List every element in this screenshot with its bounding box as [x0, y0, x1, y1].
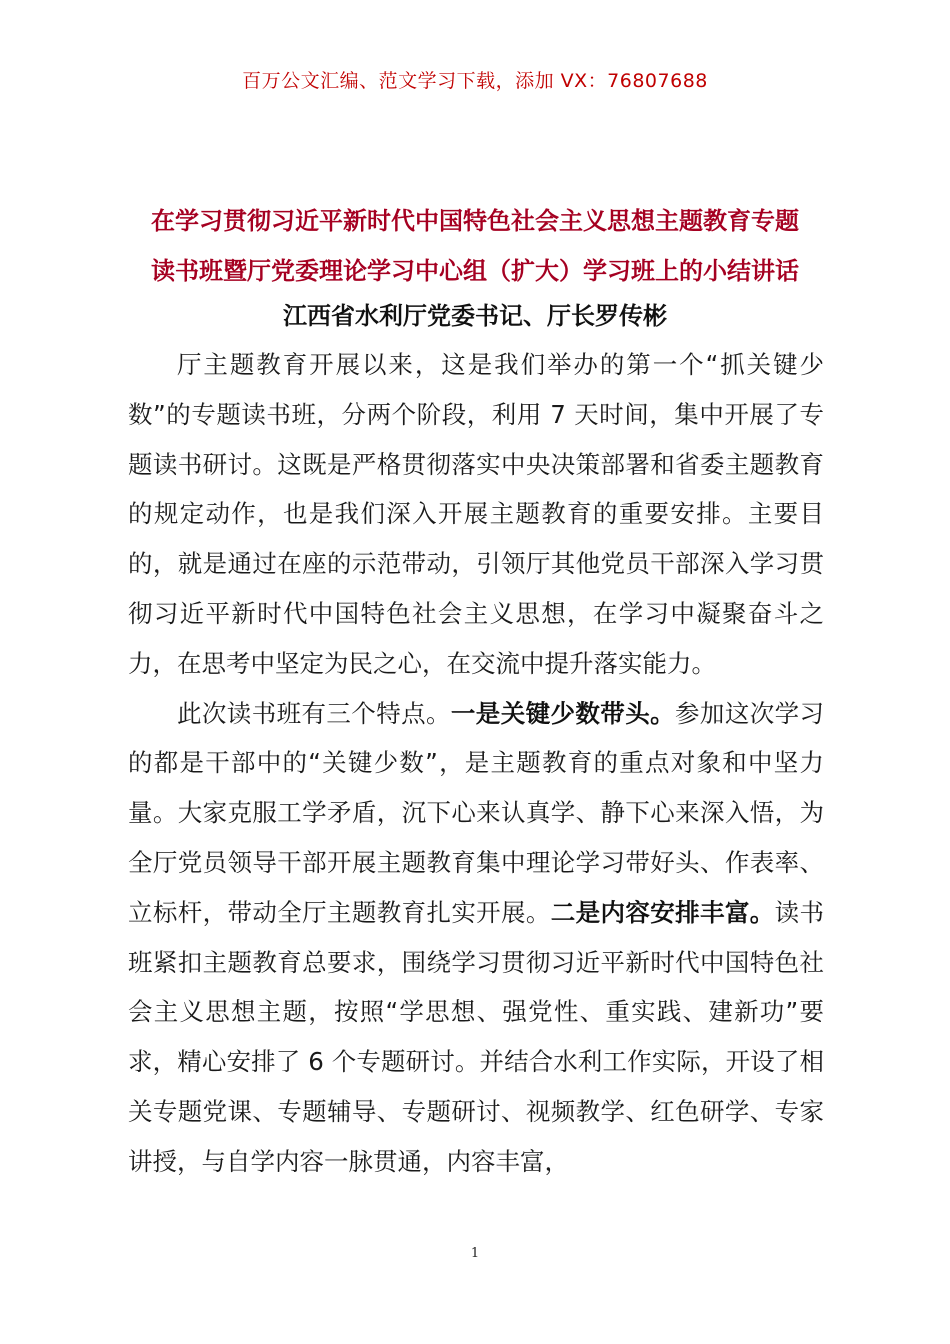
point-1-text: 参加这次学习的都是干部中的“关键少数”，是主题教育的重点对象和中坚力量。大家克服工学矛盾，沉下心来认真学、静下心来深入悟，为全厅党员领导干部开展主题教育集中理论学习带好头、作表率、立标杆，带动全厅主题教育扎实开展。 [128, 698, 825, 927]
title-line-1: 在学习贯彻习近平新时代中国特色社会主义思想主题教育专题 [151, 207, 799, 235]
paragraph-2 [128, 689, 824, 1187]
paragraph-1: 厅主题教育开展以来，这是我们举办的第一个“抓关键少数”的专题读书班，分两个阶段，利用 7 天时间，集中开展了专题读书研讨。这既是严格贯彻落实中央决策部署和省委主题教育的规定动作，也是我们深入开展主题教育的重要安排。主要目的，就是通过在座的示范带动，引领厅其他党员干部深入学习贯彻习近平新时代中国特色社会主义思想，在学习中凝聚奋斗之力，在思考中坚定为民之心，在交流中提升落实能力。 [128, 350, 824, 678]
point-1-heading: 一是关键少数带头。 [450, 698, 676, 728]
point-2-text: 读书班紧扣主题教育总要求，围绕学习贯彻习近平新时代中国特色社会主义思想主题，按照“学思想、强党性、重实践、建新功”要求，精心安排了 6 个专题研讨。并结合水利工作实际，开设了相关专题党课、专题辅导、专题研讨、视频教学、红色研学、专家讲授，与自学内容一脉贯通，内容丰富， [128, 897, 825, 1176]
header-note: 百万公文汇编、范文学习下载，添加 VX：76807688 [242, 70, 708, 92]
paragraph-2-intro: 此次读书班有三个特点。 [177, 698, 451, 728]
author-line: 江西省水利厅党委书记、厅长罗传彬 [283, 302, 667, 330]
document-title [100, 196, 850, 296]
point-2-heading: 二是内容安排丰富。 [550, 897, 775, 927]
page-number: 1 [470, 1246, 480, 1261]
title-line-2: 读书班暨厅党委理论学习中心组（扩大）学习班上的小结讲话 [151, 257, 799, 285]
body-text [128, 340, 824, 1187]
